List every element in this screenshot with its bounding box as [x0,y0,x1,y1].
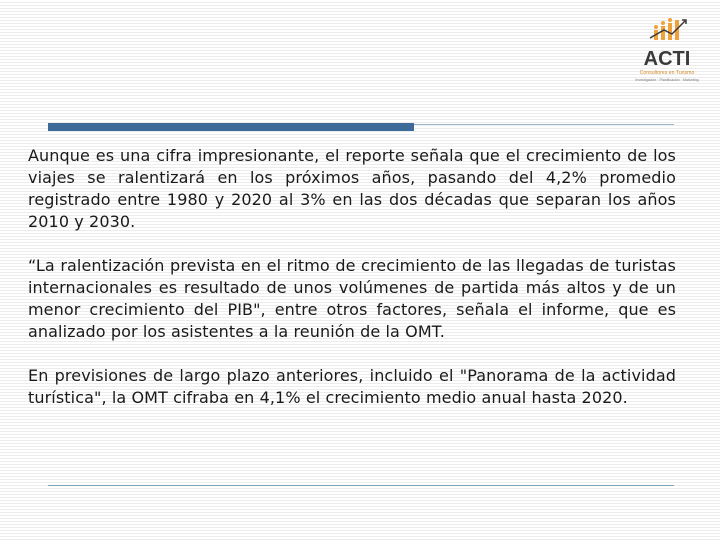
paragraph-1: Aunque es una cifra impresionante, el reporte señala que el crecimiento de los viajes se ralentizará en los próximos años, pasando del 4,2% promedio registrado entre 1980 y 2020 al 3% en las dos décadas que separan los años 2010 y 2030. [28,146,676,231]
header-accent-bar [48,123,414,131]
logo-subtagline: Investigación · Planificación · Marketing [635,78,699,82]
logo-chart-icon [650,18,686,40]
footer-divider-line [48,485,674,486]
logo-wordmark: ACTI [643,48,691,70]
paragraph-2: “La ralentización prevista en el ritmo de crecimiento de las llegadas de turistas internacionales es resultado de unos volúmenes de partida más altos y de un menor crecimiento del PIB", entre otros factores, señala el informe, que es analizado por los asistentes a la reunión de la OMT. [28,256,676,341]
body-text [28,145,676,431]
logo-tagline: Consultores en Turismo [639,70,695,76]
paragraph-3: En previsiones de largo plazo anteriores, incluido el "Panorama de la actividad turística", la OMT cifraba en 4,1% el crecimiento medio anual hasta 2020. [28,366,676,407]
acti-logo [634,16,700,94]
